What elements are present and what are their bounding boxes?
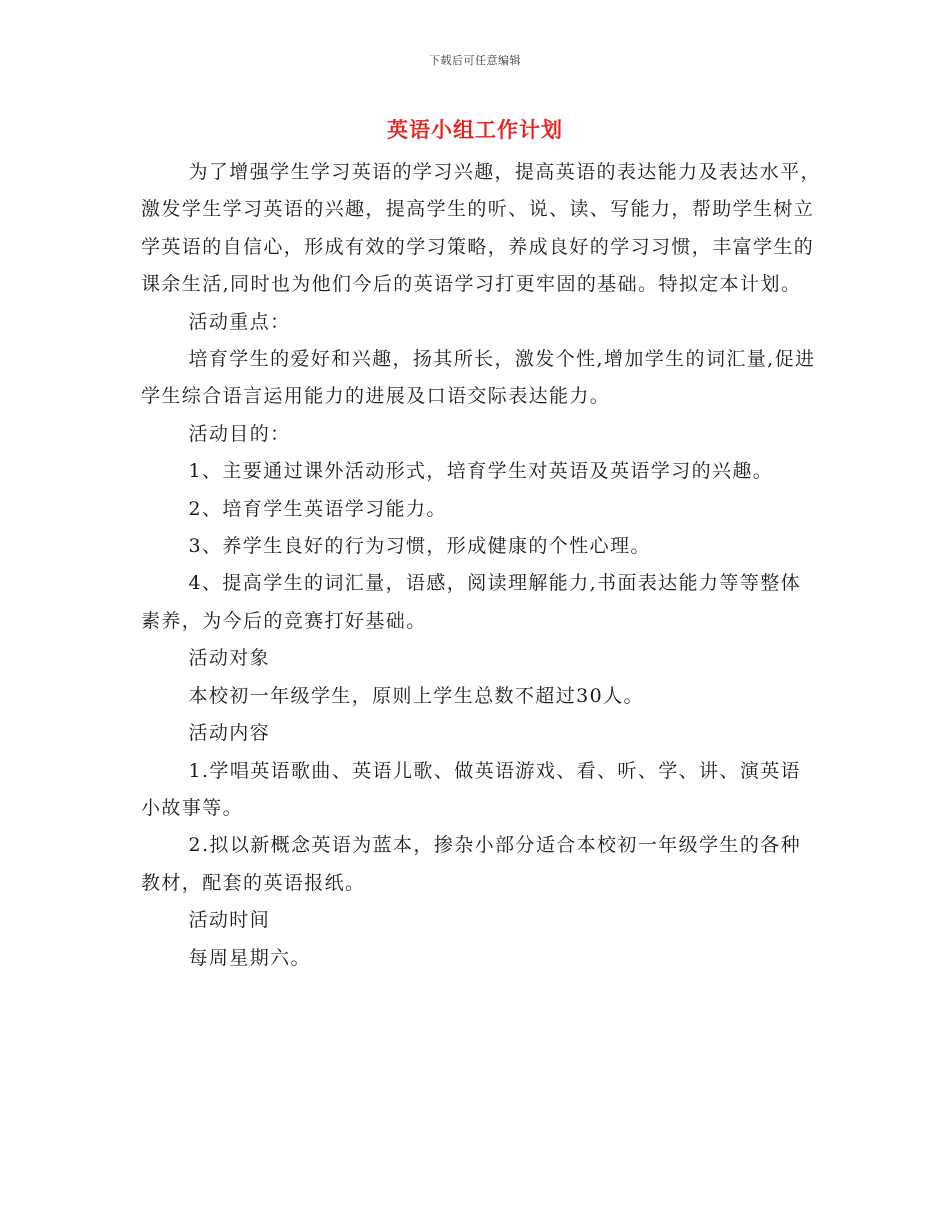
time-paragraph: 每周星期六。 — [188, 946, 311, 969]
section-heading-focus: 活动重点： — [188, 310, 291, 333]
section-heading-audience: 活动对象 — [188, 647, 271, 670]
section-heading-time: 活动时间 — [188, 909, 271, 932]
audience-paragraph: 本校初一年级学生，原则上学生总数不超过30人。 — [188, 684, 644, 707]
goal-item: 2、培育学生英语学习能力。 — [188, 497, 447, 520]
goal-item: 3、养学生良好的行为习惯，形成健康的个性心理。 — [188, 535, 651, 558]
header-note: 下载后可任意编辑 — [429, 54, 521, 67]
content-item: 2.拟以新概念英语为蓝本，掺杂小部分适合本校初一年级学生的各种教材，配套的英语报纸。 — [141, 834, 802, 894]
goal-item: 4、提高学生的词汇量，语感，阅读理解能力,书面表达能力等等整体素养，为今后的竞赛打好基础。 — [141, 572, 802, 632]
focus-paragraph: 培育学生的爱好和兴趣，扬其所长，激发个性,增加学生的词汇量,促进学生综合语言运用能力的进展及口语交际表达能力。 — [141, 348, 816, 408]
section-heading-goals: 活动目的： — [188, 422, 291, 445]
content-item: 1.学唱英语歌曲、英语儿歌、做英语游戏、看、听、学、讲、演英语小故事等。 — [141, 759, 802, 819]
document-title: 英语小组工作计划 — [387, 117, 563, 142]
goal-item: 1、主要通过课外活动形式，培育学生对英语及英语学习的兴趣。 — [188, 460, 774, 483]
document-body — [141, 154, 821, 977]
intro-paragraph: 为了增强学生学习英语的学习兴趣，提高英语的表达能力及表达水平，激发学生学习英语的兴趣，提高学生的听、说、读、写能力，帮助学生树立学英语的自信心，形成有效的学习策略，养成良好的学习习惯，丰富学生的课余生活,同时也为他们今后的英语学习打更牢固的基础。特拟定本计划。 — [141, 161, 821, 296]
section-heading-content: 活动内容 — [188, 722, 271, 745]
